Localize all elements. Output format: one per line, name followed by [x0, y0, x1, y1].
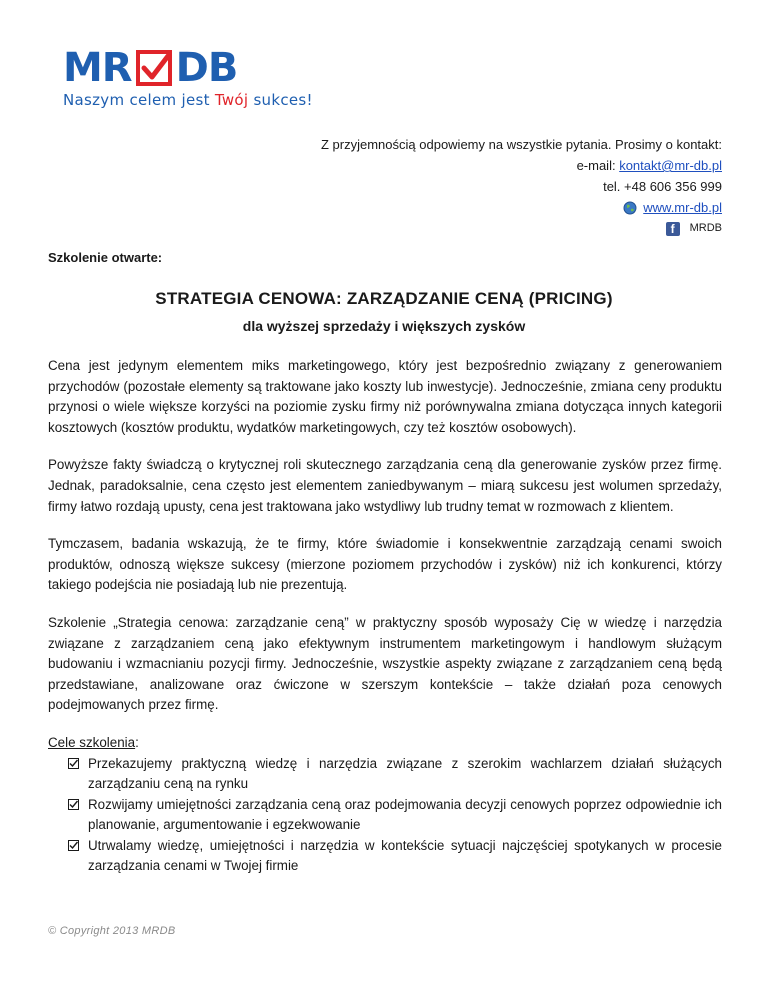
paragraph: Tymczasem, badania wskazują, że te firmy, które świadomie i konsekwentnie zarządzają cenami swoich produktów, odnoszą większe sukcesy (mierzone poziomem przychodów i zysków) niż ich konkurenci, którzy takiego podejścia nie posiadają lub nie prezentują.: [48, 536, 722, 593]
contact-website-row: [321, 197, 722, 218]
checkbox-checked-icon: [68, 840, 79, 851]
tagline-start: Naszym celem jest: [63, 91, 215, 109]
list-item: [48, 795, 722, 836]
goals-heading: Cele szkolenia:: [48, 734, 139, 750]
logo-tagline: [63, 91, 313, 109]
contact-phone: tel. +48 606 356 999: [603, 179, 722, 194]
contact-intro: Z przyjemnością odpowiemy na wszystkie pytania. Prosimy o kontakt:: [321, 137, 722, 152]
document-body: [48, 356, 722, 877]
facebook-label: MRDB: [689, 222, 722, 234]
checkbox-checked-icon: [68, 758, 79, 769]
logo-text-right: DB: [175, 45, 238, 91]
paragraph: Powyższe fakty świadczą o krytycznej roli skutecznego zarządzania ceną dla generowanie zysków przez firmę. Jednak, paradoksalnie, cena często jest elementem zaniedbywanym – miarą sukcesu jest wolumen sprzedaży, firmy łatwo rozdają upusty, cena jest traktowana jako wstydliwy lub trudny temat w rozmowach z klientem.: [48, 457, 722, 514]
copyright-footer: © Copyright 2013 MRDB: [48, 925, 176, 937]
list-item: [48, 754, 722, 795]
email-link[interactable]: kontakt@mr-db.pl: [619, 158, 722, 173]
website-link[interactable]: www.mr-db.pl: [643, 200, 722, 215]
checkbox-checked-icon: [68, 799, 79, 810]
open-training-label: Szkolenie otwarte:: [48, 250, 163, 265]
page-subtitle: dla wyższej sprzedaży i większych zysków: [242, 318, 526, 334]
checkbox-logo-icon: [136, 50, 172, 86]
page-title: STRATEGIA CENOWA: ZARZĄDZANIE CENĄ (PRICING): [155, 289, 613, 308]
paragraph: Cena jest jedynym elementem miks marketingowego, który jest bezpośrednio związany z generowaniem przychodów (pozostałe elementy są traktowane jako koszty lub inwestycje). Jednocześnie, zmiana ceny produktu przynosi o wiele większe korzyści na poziomie zysku firmy niż porównywalna zmiana dotycząca innych kategorii kosztowych (kosztów produktu, wydatków marketingowych, czy też kosztów osobowych).: [48, 358, 722, 435]
company-logo: [63, 47, 313, 117]
goal-text: Przekazujemy praktyczną wiedzę i narzędzia związane z szerokim wachlarzem działań służących zarządzaniu ceną na rynku: [88, 755, 722, 792]
goal-text: Rozwijamy umiejętności zarządzania ceną oraz podejmowania decyzji cenowych poprzez odpowiednie ich planowanie, argumentowanie i egzekwowanie: [88, 796, 722, 833]
paragraph: Szkolenie „Strategia cenowa: zarządzanie ceną” w praktyczny sposób wyposaży Cię w wiedzę i narzędzia związane z zarządzaniem ceną jako efektywnym instrumentem marketingowym i handlowym służącym budowaniu i wzmacnianiu pozycji firmy. Jednocześnie, wszystkie aspekty związane z zarządzaniem ceną będą przedstawiane, analizowane oraz ćwiczone w szerszym kontekście – także działań poza cenowych podejmowanych przez firmę.: [48, 614, 722, 713]
goals-title: Cele szkolenia: [48, 734, 136, 750]
email-label: e-mail:: [576, 158, 616, 173]
tagline-accent: Twój: [214, 91, 249, 109]
facebook-icon[interactable]: f: [666, 222, 680, 236]
contact-email-row: [321, 155, 722, 176]
contact-block: [321, 134, 722, 239]
goal-text: Utrwalamy wiedzę, umiejętności i narzędzia w kontekście sytuacji najczęściej spotykanych w procesie zarządzania cenami w Twojej firmie: [88, 837, 722, 874]
list-item: [48, 836, 722, 877]
globe-icon: [623, 201, 637, 215]
contact-facebook-row: [321, 218, 722, 239]
goals-list: [48, 754, 722, 878]
tagline-end: sukces!: [248, 91, 313, 109]
logo-mark: [63, 47, 313, 89]
logo-text-left: MR: [63, 45, 132, 91]
